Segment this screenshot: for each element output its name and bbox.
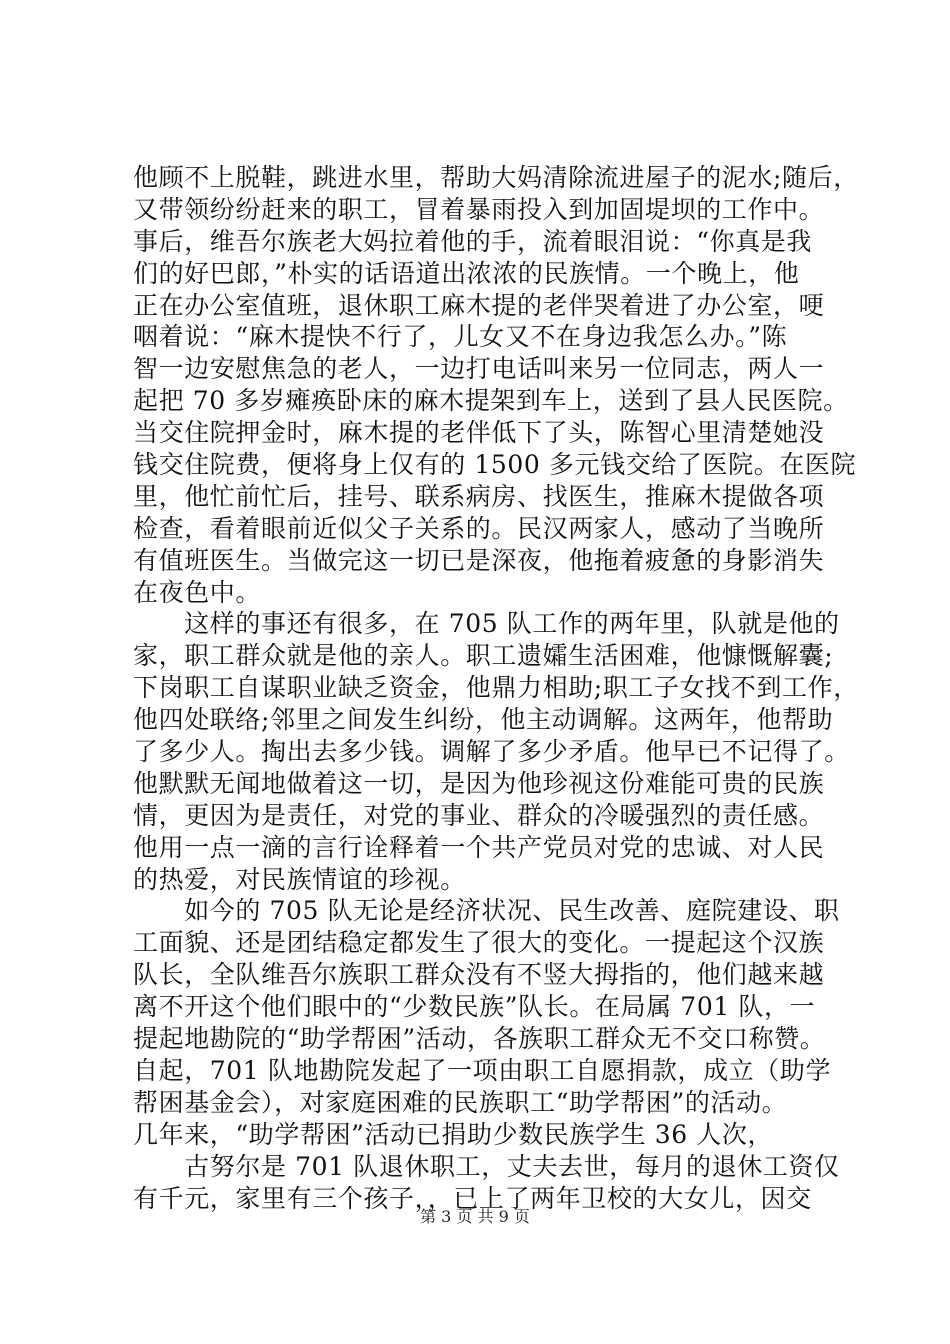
page-number-footer: 第 3 页 共 9 页: [420, 1207, 530, 1226]
text-line: 情，更因为是责任，对党的事业、群众的冷暖强烈的责任感。: [133, 800, 825, 830]
text-line: 的热爱，对民族情谊的珍视。: [133, 864, 466, 894]
text-line: 几年来，“助学帮困”活动已捐助少数民族学生 36 人次，: [133, 1119, 774, 1149]
text-line: 古努尔是 701 队退休职工，丈夫去世，每月的退休工资仅: [133, 1151, 840, 1181]
text-line: 如今的 705 队无论是经济状况、民生改善、庭院建设、职: [133, 896, 840, 926]
text-line: 家，职工群众就是他的亲人。职工遗孀生活困难，他慷慨解囊;: [133, 641, 834, 671]
text-line: 提起地勘院的“助学帮困”活动，各族职工群众无不交口称赞。: [133, 1024, 826, 1054]
text-line: 这样的事还有很多，在 705 队工作的两年里，队就是他的: [133, 609, 840, 639]
text-line: 又带领纷纷赶来的职工，冒着暴雨投入到加固堤坝的工作中。: [133, 194, 825, 224]
text-line: 他顾不上脱鞋，跳进水里，帮助大妈清除流进屋子的泥水;随后，: [133, 163, 859, 192]
text-line: 检查，看着眼前近似父子关系的。民汉两家人，感动了当晚所: [133, 513, 825, 543]
text-line: 智一边安慰焦急的老人，一边打电话叫来另一位同志，两人一: [133, 354, 825, 384]
text-line: 正在办公室值班，退休职工麻木提的老伴哭着进了办公室，哽: [133, 290, 825, 320]
text-line: 离不开这个他们眼中的“少数民族”队长。在局属 701 队，一: [133, 992, 816, 1022]
text-line: 有值班医生。当做完这一切已是深夜，他拖着疲惫的身影消失: [133, 545, 825, 575]
text-line: 了多少人。掏出去多少钱。调解了多少矛盾。他早已不记得了。: [133, 737, 850, 767]
text-line: 自起，701 队地勘院发起了一项由职工自愿捐款，成立（助学: [133, 1055, 832, 1085]
text-line: 工面貌、还是团结稳定都发生了很大的变化。一提起这个汉族: [133, 928, 825, 958]
text-line: 钱交住院费，便将身上仅有的 1500 多元钱交给了医院。在医院: [133, 450, 857, 480]
text-line: 有千元，家里有三个孩子，，已上了两年卫校的大女儿，因交: [133, 1183, 812, 1213]
text-line: 他四处联络;邻里之间发生纠纷，他主动调解。这两年，他帮助: [133, 705, 834, 735]
text-line: 当交住院押金时，麻木提的老伴低下了头，陈智心里清楚她没: [133, 418, 825, 448]
text-line: 队长，全队维吾尔族职工群众没有不竖大拇指的，他们越来越: [133, 960, 825, 990]
body-text: [133, 162, 859, 1214]
text-line: 在夜色中。: [133, 577, 262, 607]
text-line: 他用一点一滴的言行诠释着一个共产党员对党的忠诚、对人民: [133, 832, 825, 862]
text-line: 事后，维吾尔族老大妈拉着他的手，流着眼泪说：“你真是我: [133, 226, 812, 256]
text-line: 下岗职工自谋职业缺乏资金，他鼎力相助;职工子女找不到工作，: [133, 673, 859, 703]
text-line: 起把 70 多岁瘫痪卧床的麻木提架到车上，送到了县人民医院。: [133, 386, 849, 416]
text-line: 帮困基金会），对家庭困难的民族职工“助学帮困”的活动。: [133, 1087, 788, 1117]
text-line: 咽着说：“麻木提快不行了，儿女又不在身边我怎么办。”陈: [133, 322, 788, 352]
text-line: 他默默无闻地做着这一切，是因为他珍视这份难能可贵的民族: [133, 768, 825, 798]
text-line: 们的好巴郎，”朴实的话语道出浓浓的民族情。一个晚上，他: [133, 258, 800, 288]
text-line: 里，他忙前忙后，挂号、联系病房、找医生，推麻木提做各项: [133, 481, 825, 511]
